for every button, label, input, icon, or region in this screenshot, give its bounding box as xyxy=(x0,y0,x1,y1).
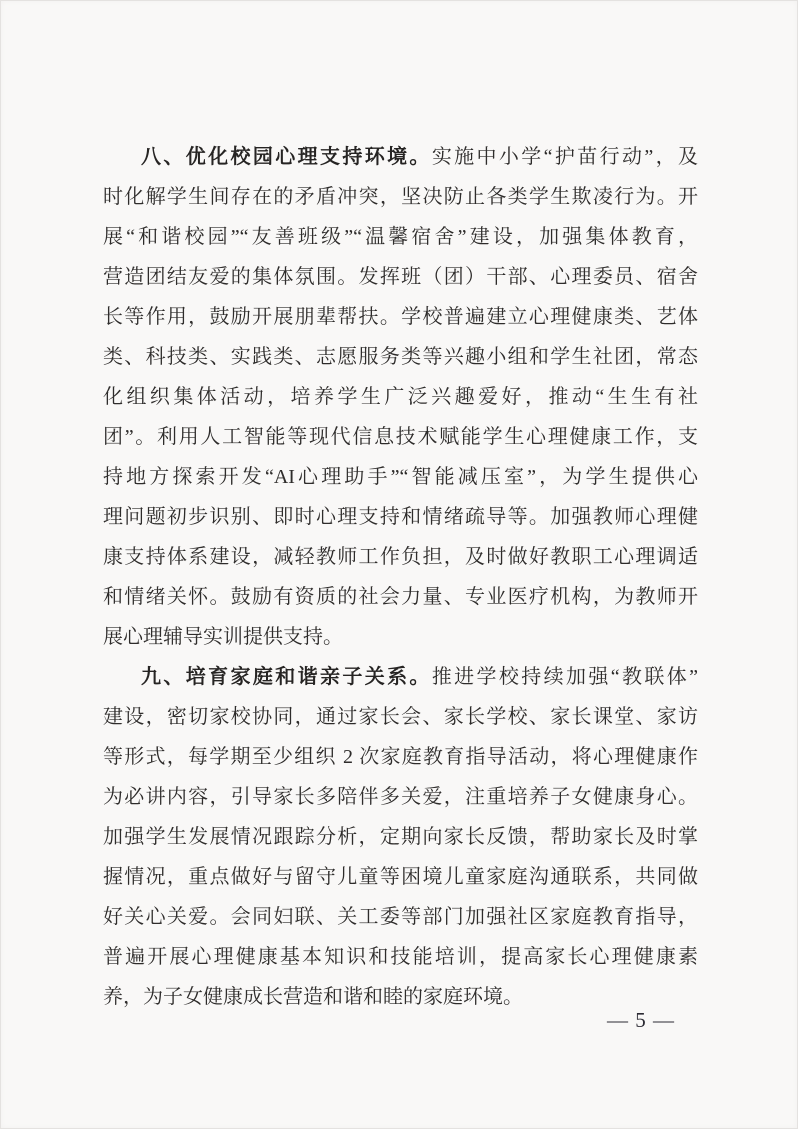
paragraph-heading: 九、培育家庭和谐亲子关系。 xyxy=(141,666,432,688)
text-line: 营造团结友爱的集体氛围。发挥班（团）干部、心理委员、宿舍 xyxy=(103,266,698,288)
text-line: 加强学生发展情况跟踪分析，定期向家长反馈，帮助家长及时掌 xyxy=(103,826,698,848)
text-line xyxy=(103,657,698,697)
text-line: 类、科技类、实践类、志愿服务类等兴趣小组和学生社团，常态 xyxy=(103,346,698,368)
paragraph-text: 实施中小学“护苗行动”，及 xyxy=(431,146,698,168)
text-line: 普遍开展心理健康基本知识和技能培训，提高家长心理健康素 xyxy=(103,946,698,968)
document-body xyxy=(103,137,698,1017)
text-line: 和情绪关怀。鼓励有资质的社会力量、专业医疗机构，为教师开 xyxy=(103,586,698,608)
text-line: 握情况，重点做好与留守儿童等困境儿童家庭沟通联系，共同做 xyxy=(103,866,698,888)
paragraph xyxy=(103,137,698,657)
text-line: 养，为子女健康成长营造和谐和睦的家庭环境。 xyxy=(103,986,523,1008)
text-line: 时化解学生间存在的矛盾冲突，坚决防止各类学生欺凌行为。开 xyxy=(103,186,698,208)
text-line: 为必讲内容，引导家长多陪伴多关爱，注重培养子女健康身心。 xyxy=(103,786,698,808)
text-line: 长等作用，鼓励开展朋辈帮扶。学校普遍建立心理健康类、艺体 xyxy=(103,306,698,328)
text-line: 建设，密切家校协同，通过家长会、家长学校、家长课堂、家访 xyxy=(103,706,698,728)
paragraph-text: 推进学校持续加强“教联体” xyxy=(431,666,698,688)
text-line: 团”。利用人工智能等现代信息技术赋能学生心理健康工作，支 xyxy=(103,426,698,448)
text-line: 等形式，每学期至少组织 2 次家庭教育指导活动，将心理健康作 xyxy=(103,746,698,768)
text-line: 持地方探索开发“AI心理助手”“智能减压室”，为学生提供心 xyxy=(103,466,698,488)
page-number: — 5 — xyxy=(607,1008,675,1032)
text-line: 展“和谐校园”“友善班级”“温馨宿舍”建设，加强集体教育， xyxy=(103,226,698,248)
text-line: 康支持体系建设，减轻教师工作负担，及时做好教职工心理调适 xyxy=(103,546,698,568)
text-line: 化组织集体活动，培养学生广泛兴趣爱好，推动“生生有社 xyxy=(103,386,698,408)
text-line: 好关心关爱。会同妇联、关工委等部门加强社区家庭教育指导， xyxy=(103,906,698,928)
paragraph xyxy=(103,657,698,1017)
paragraph-heading: 八、优化校园心理支持环境。 xyxy=(141,146,432,168)
text-line xyxy=(103,137,698,177)
text-line: 展心理辅导实训提供支持。 xyxy=(103,626,343,648)
text-line: 理问题初步识别、即时心理支持和情绪疏导等。加强教师心理健 xyxy=(103,506,698,528)
